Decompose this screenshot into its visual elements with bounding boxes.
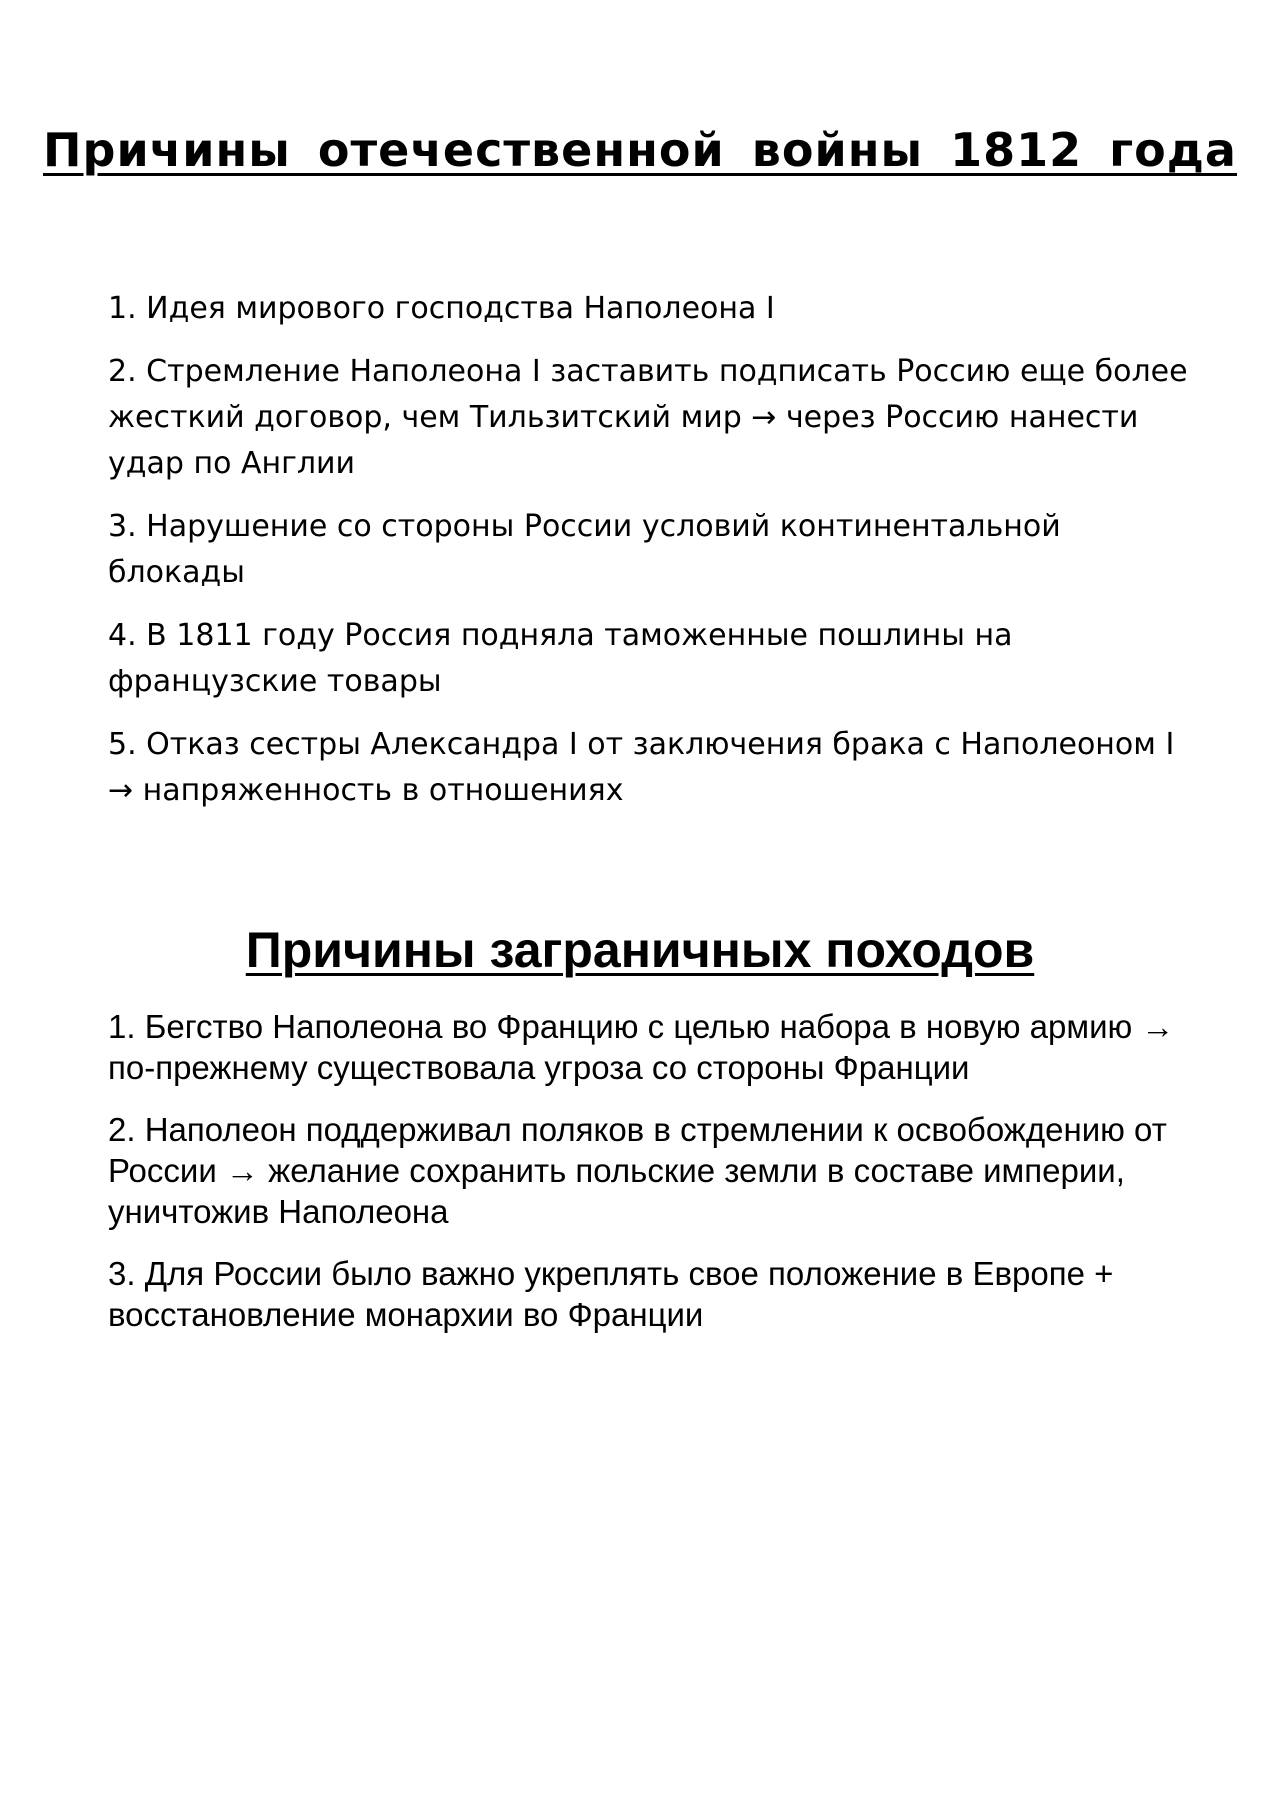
section-1-list — [108, 286, 1198, 831]
section-2-list — [108, 1006, 1198, 1356]
list-item: 2. Стремление Наполеона I заставить подписать Россию еще более жесткий договор, чем Тильзитский мир → через Россию нанести удар по Англии — [108, 354, 1188, 481]
list-item: 1. Идея мирового господства Наполеона I — [108, 291, 775, 326]
list-item: 3. Для России было важно укреплять свое положение в Европе + восстановление монархии во Франции — [108, 1255, 1114, 1333]
list-item: 3. Нарушение со стороны России условий континентальной блокады — [108, 509, 1061, 590]
list-item: 1. Бегство Наполеона во Францию с целью набора в новую армию → по-прежнему существовала угроза со стороны Франции — [108, 1008, 1175, 1086]
section-2-title — [0, 920, 1280, 980]
section-1-title — [0, 120, 1280, 180]
list-item: 5. Отказ сестры Александра I от заключения брака с Наполеоном I → напряженность в отношениях — [108, 727, 1175, 808]
section-1-title-text: Причины отечественной войны 1812 года — [43, 123, 1237, 177]
section-2-title-text: Причины заграничных походов — [245, 922, 1035, 978]
list-item: 4. В 1811 году Россия подняла таможенные пошлины на французские товары — [108, 618, 1013, 699]
list-item: 2. Наполеон поддерживал поляков в стремлении к освобождению от России → желание сохранить польские земли в составе империи, уничтожив Наполеона — [108, 1111, 1167, 1230]
